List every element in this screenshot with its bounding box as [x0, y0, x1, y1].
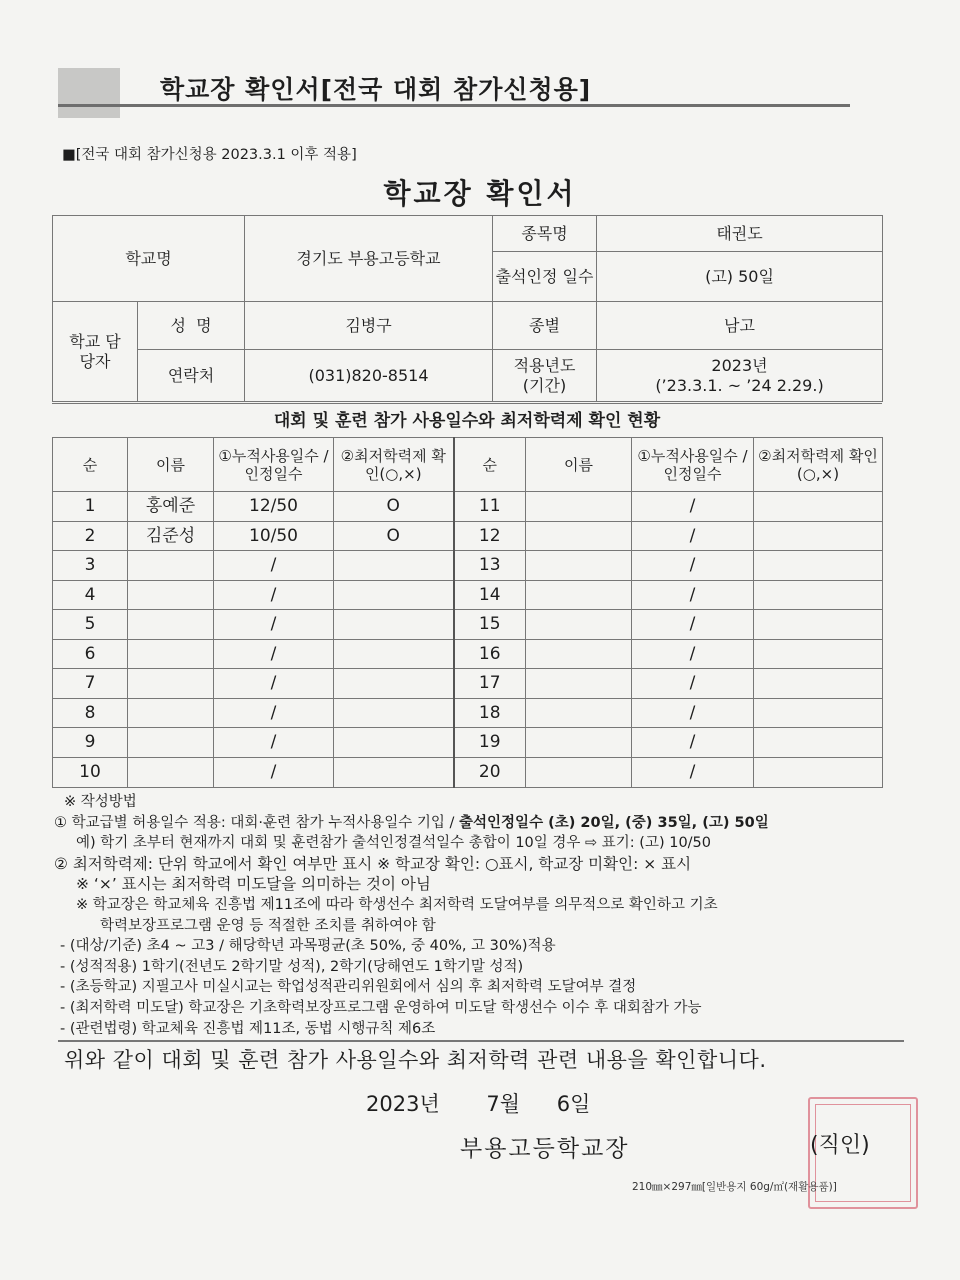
- detail-1: - (대상/기준) 초4 ~ 고3 / 해당학년 과목평균(초 50%, 중 40%, 고 30%)적용: [60, 938, 556, 955]
- row-no-right: 20: [454, 758, 526, 788]
- row-no: 3: [53, 551, 128, 581]
- row-name-right: [526, 728, 632, 758]
- row-name-right: [526, 492, 632, 522]
- status-row: [53, 522, 883, 551]
- row-no: 1: [53, 492, 128, 522]
- col-no-right: 순: [454, 438, 526, 492]
- detail-5: - (관련법령) 학교체육 진흥법 제11조, 동법 시행규칙 제6조: [60, 1020, 436, 1037]
- row-check-right: [754, 610, 883, 640]
- detail-4: - (최저학력 미도달) 학교장은 기초학력보장프로그램 운영하여 미도달 학생선수 이수 후 대회참가 가능: [60, 999, 702, 1016]
- row-check: [334, 758, 454, 788]
- date-day: 6일: [556, 1092, 591, 1116]
- row-check: [334, 551, 454, 581]
- row-no: 8: [53, 699, 128, 728]
- row-check: [334, 640, 454, 669]
- note-1: ① 학교급별 허용일수 적용: 대회·훈련 참가 누적사용일수 기입 / 출석인정일수 (초) 20일, (중) 35일, (고) 50일: [54, 814, 769, 831]
- contact-label: 연락처: [138, 350, 245, 402]
- row-check-right: [754, 581, 883, 610]
- gender-value: 남고: [597, 302, 883, 350]
- row-days-right: /: [632, 669, 754, 699]
- row-no: 6: [53, 640, 128, 669]
- col-check-right: ②최저학력제 확인(○,×): [754, 438, 883, 492]
- attendance-label: 출석인정 일수: [493, 252, 597, 302]
- row-name: [128, 581, 214, 610]
- status-row: [53, 492, 883, 522]
- date-month: 7월: [486, 1092, 521, 1116]
- row-no: 9: [53, 728, 128, 758]
- note-2-c: 학력보장프로그램 운영 등 적절한 조치를 취하여야 함: [100, 917, 436, 934]
- paper-spec-footer: 210㎜×297㎜[일반용지 60g/㎡(재활용품)]: [632, 1181, 837, 1193]
- row-days-right: /: [632, 522, 754, 551]
- school-label: 학교명: [53, 216, 245, 302]
- row-no: 7: [53, 669, 128, 699]
- status-rows: [53, 492, 883, 788]
- row-days: /: [214, 669, 334, 699]
- row-check-right: [754, 728, 883, 758]
- row-days-right: /: [632, 492, 754, 522]
- name-value: 김병구: [245, 302, 493, 350]
- row-no-right: 11: [454, 492, 526, 522]
- row-check: O: [334, 522, 454, 551]
- row-check: [334, 699, 454, 728]
- status-row: [53, 699, 883, 728]
- row-no-right: 16: [454, 640, 526, 669]
- gender-label: 종별: [493, 302, 597, 350]
- note-2-b: ※ 학교장은 학교체육 진흥법 제11조에 따라 학생선수 최저학력 도달여부를 의무적으로 확인하고 기초: [76, 896, 718, 913]
- row-check-right: [754, 492, 883, 522]
- row-name-right: [526, 758, 632, 788]
- row-check-right: [754, 522, 883, 551]
- school-principal: 부용고등학교장: [460, 1136, 630, 1162]
- row-days-right: /: [632, 610, 754, 640]
- header-title: 학교장 확인서[전국 대회 참가신청용]: [160, 75, 592, 104]
- row-name: 홍예준: [128, 492, 214, 522]
- detail-2: - (성적적용) 1학기(전년도 2학기말 성적), 2학기(당해연도 1학기말 성적): [60, 958, 524, 975]
- row-days: /: [214, 551, 334, 581]
- status-row: [53, 610, 883, 640]
- status-heading: 대회 및 훈련 참가 사용일수와 최저학력제 확인 현황: [52, 403, 882, 438]
- seal-label: (직인): [810, 1133, 870, 1158]
- row-no-right: 13: [454, 551, 526, 581]
- row-check: [334, 669, 454, 699]
- row-no: 10: [53, 758, 128, 788]
- detail-3: - (초등학교) 지필고사 미실시교는 학업성적관리위원회에서 심의 후 최저학력 도달여부 결정: [60, 979, 637, 996]
- row-name: [128, 640, 214, 669]
- row-check-right: [754, 551, 883, 581]
- form-subline: ■[전국 대회 참가신청용 2023.3.1 이후 적용]: [62, 147, 357, 163]
- sign-date: [366, 1088, 590, 1118]
- notes-heading: ※ 작성방법: [64, 794, 137, 810]
- school-value: 경기도 부용고등학교: [245, 216, 493, 302]
- year-cell: [597, 350, 883, 402]
- row-days-right: /: [632, 758, 754, 788]
- row-days: /: [214, 610, 334, 640]
- row-days-right: /: [632, 699, 754, 728]
- col-check: ②최저학력제 확인(○,×): [334, 438, 454, 492]
- row-name: [128, 610, 214, 640]
- row-name: 김준성: [128, 522, 214, 551]
- row-check: [334, 581, 454, 610]
- confirm-statement: 위와 같이 대회 및 훈련 참가 사용일수와 최저학력 관련 내용을 확인합니다.: [64, 1048, 767, 1072]
- status-row: [53, 640, 883, 669]
- contact-value: (031)820-8514: [245, 350, 493, 402]
- info-table: [52, 215, 883, 402]
- row-no-right: 12: [454, 522, 526, 551]
- note-1-example: 예) 학기 초부터 현재까지 대회 및 훈련참가 출석인정결석일수 총합이 10일 경우 ⇨ 표기: (고) 10/50: [76, 835, 712, 852]
- row-no-right: 17: [454, 669, 526, 699]
- col-name: 이름: [128, 438, 214, 492]
- row-days-right: /: [632, 581, 754, 610]
- year-label: 적용년도 (기간): [493, 350, 597, 402]
- row-name: [128, 758, 214, 788]
- row-name-right: [526, 699, 632, 728]
- notes-rule: [58, 1040, 904, 1042]
- date-year: 2023년: [366, 1092, 440, 1116]
- row-no-right: 18: [454, 699, 526, 728]
- row-days: /: [214, 640, 334, 669]
- row-check: [334, 728, 454, 758]
- row-no-right: 15: [454, 610, 526, 640]
- note-2-a: ※ ‘×’ 표시는 최저학력 미도달을 의미하는 것이 아님: [76, 875, 431, 894]
- row-days: /: [214, 581, 334, 610]
- name-label: 성 명: [138, 302, 245, 350]
- row-name-right: [526, 551, 632, 581]
- status-table: [52, 437, 883, 788]
- row-check: [334, 610, 454, 640]
- status-row: [53, 758, 883, 788]
- row-check-right: [754, 758, 883, 788]
- row-check-right: [754, 669, 883, 699]
- row-days: /: [214, 699, 334, 728]
- row-name-right: [526, 640, 632, 669]
- row-days: /: [214, 758, 334, 788]
- row-days: 12/50: [214, 492, 334, 522]
- row-days-right: /: [632, 728, 754, 758]
- row-name-right: [526, 581, 632, 610]
- manager-label: 학교 담당자: [53, 302, 138, 402]
- event-value: 태권도: [597, 216, 883, 252]
- header-tab-decoration: [58, 68, 120, 118]
- header-rule: [58, 104, 850, 107]
- col-no: 순: [53, 438, 128, 492]
- attendance-value: (고) 50일: [597, 252, 883, 302]
- row-days: /: [214, 728, 334, 758]
- col-name-right: 이름: [526, 438, 632, 492]
- row-no: 5: [53, 610, 128, 640]
- row-check: O: [334, 492, 454, 522]
- period-value: (’23.3.1. ~ ’24 2.29.): [655, 375, 824, 395]
- row-name: [128, 728, 214, 758]
- form-title: 학교장 확인서: [383, 177, 577, 210]
- row-days-right: /: [632, 551, 754, 581]
- row-days: 10/50: [214, 522, 334, 551]
- row-no: 2: [53, 522, 128, 551]
- row-no-right: 19: [454, 728, 526, 758]
- row-check-right: [754, 640, 883, 669]
- row-name-right: [526, 522, 632, 551]
- row-name: [128, 551, 214, 581]
- col-days-right: ①누적사용일수 /인정일수: [632, 438, 754, 492]
- year-value: 2023년: [711, 356, 768, 376]
- row-days-right: /: [632, 640, 754, 669]
- note-2: ② 최저학력제: 단위 학교에서 확인 여부만 표시 ※ 학교장 확인: ○표시, 학교장 미확인: × 표시: [54, 854, 692, 873]
- row-no-right: 14: [454, 581, 526, 610]
- row-name-right: [526, 610, 632, 640]
- status-row: [53, 551, 883, 581]
- status-row: [53, 669, 883, 699]
- event-label: 종목명: [493, 216, 597, 252]
- row-no: 4: [53, 581, 128, 610]
- row-check-right: [754, 699, 883, 728]
- col-days: ①누적사용일수 /인정일수: [214, 438, 334, 492]
- instructions: [54, 792, 904, 1039]
- row-name: [128, 699, 214, 728]
- row-name: [128, 669, 214, 699]
- status-row: [53, 728, 883, 758]
- status-row: [53, 581, 883, 610]
- row-name-right: [526, 669, 632, 699]
